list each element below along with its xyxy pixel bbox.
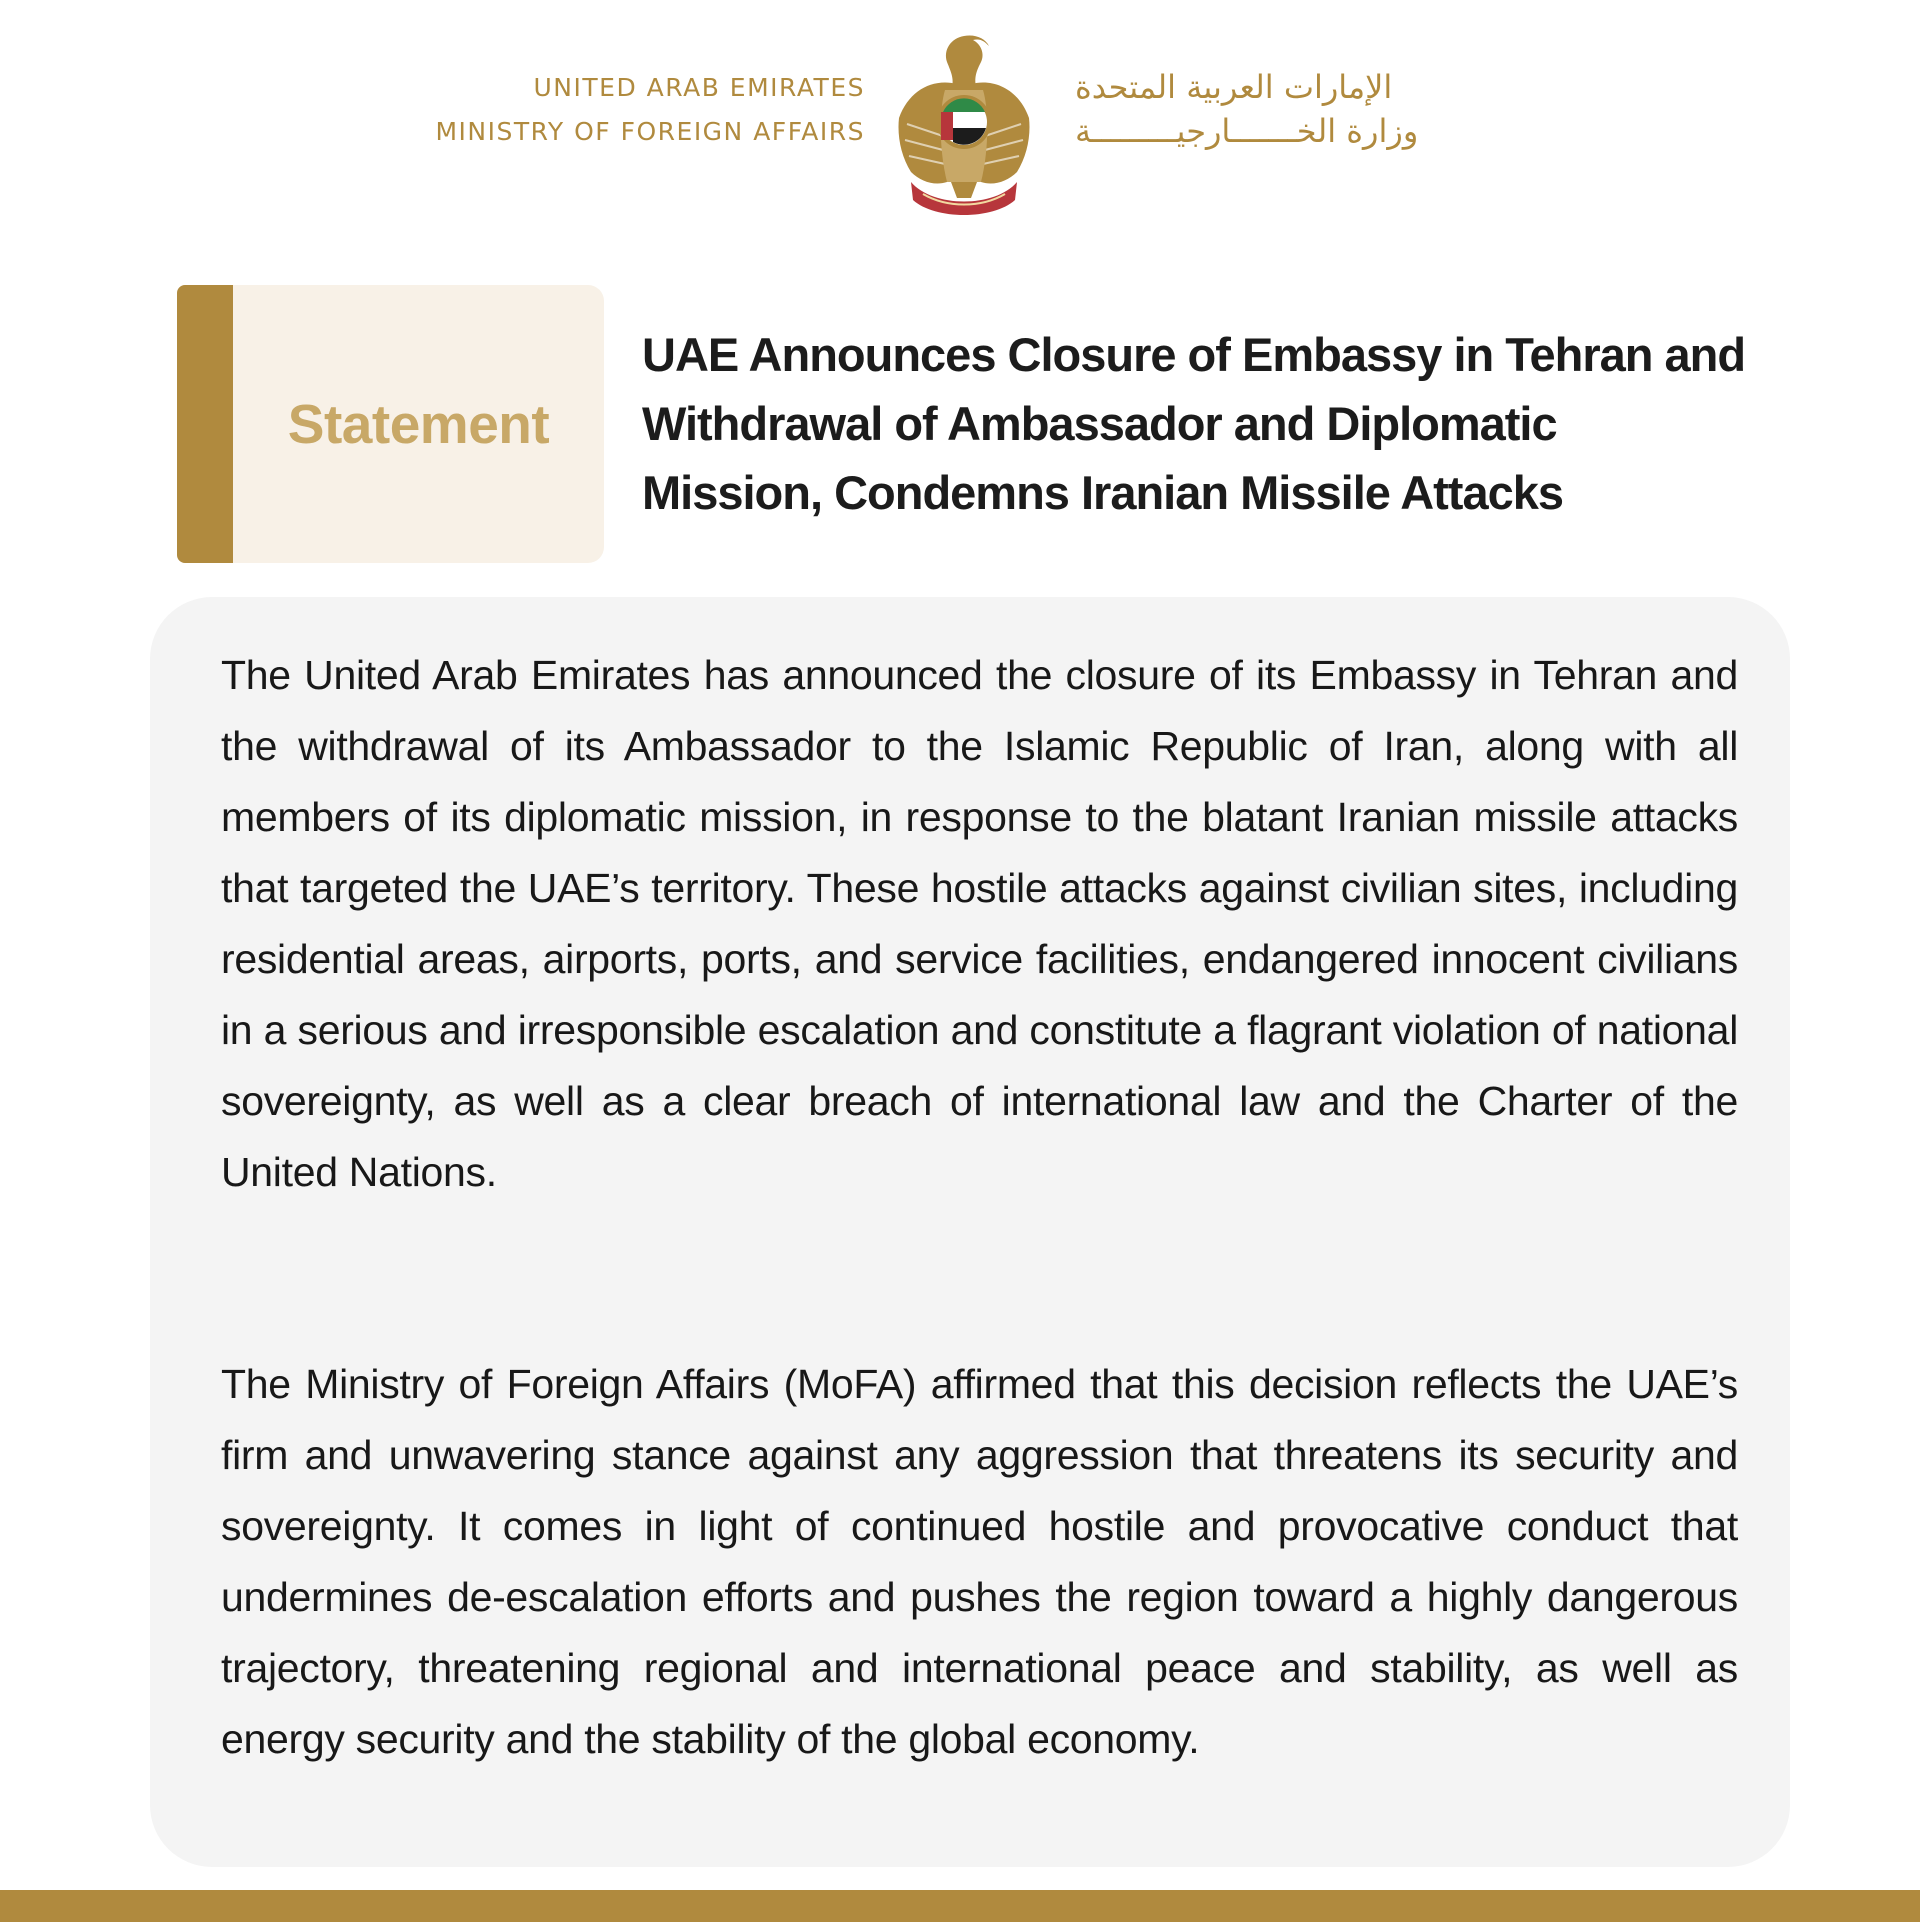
statement-label: Statement <box>287 393 550 455</box>
emblem-tail <box>951 182 977 198</box>
uae-falcon-emblem-icon <box>893 32 1035 218</box>
statement-badge <box>233 285 604 563</box>
header-english-country: UNITED ARAB EMIRATES <box>533 73 865 102</box>
emblem-head <box>946 35 989 90</box>
badge-accent-bar <box>177 285 233 563</box>
header-arabic-country: الإمارات العربية المتحدة <box>1075 68 1393 106</box>
emblem-disc-red <box>941 112 953 140</box>
header-english-ministry: MINISTRY OF FOREIGN AFFAIRS <box>435 117 865 146</box>
body-paragraph-2: The Ministry of Foreign Affairs (MoFA) affirmed that this decision reflects the UAE’s firm and unwavering stance against any aggression that threatens its security and sovereignty. It comes in light of continued hostile and provocative conduct that undermines de-escalation efforts and pushes the region toward a highly dangerous trajectory, threatening regional and international peace and stability, as well as energy security and the stability of the global economy. <box>221 1361 1738 1762</box>
headline: UAE Announces Closure of Embassy in Tehran and Withdrawal of Ambassador and Diplomatic Mission, Condemns Iranian Missile Attacks <box>642 328 1746 519</box>
body-paragraph-1: The United Arab Emirates has announced the closure of its Embassy in Tehran and the withdrawal of its Ambassador to the Islamic Republic of Iran, along with all members of its diplomatic mission, in response to the blatant Iranian missile attacks that targeted the UAE’s territory. These hostile attacks against civilian sites, including residential areas, airports, ports, and service facilities, endangered innocent civilians in a serious and irresponsible escalation and constitute a flagrant violation of national sovereignty, as well as a clear breach of international law and the Charter of the United Nations. <box>221 652 1738 1195</box>
footer-bar <box>0 1890 1920 1922</box>
header-arabic-ministry: وزارة الخـــــــارجيـــــــــة <box>1075 112 1419 150</box>
